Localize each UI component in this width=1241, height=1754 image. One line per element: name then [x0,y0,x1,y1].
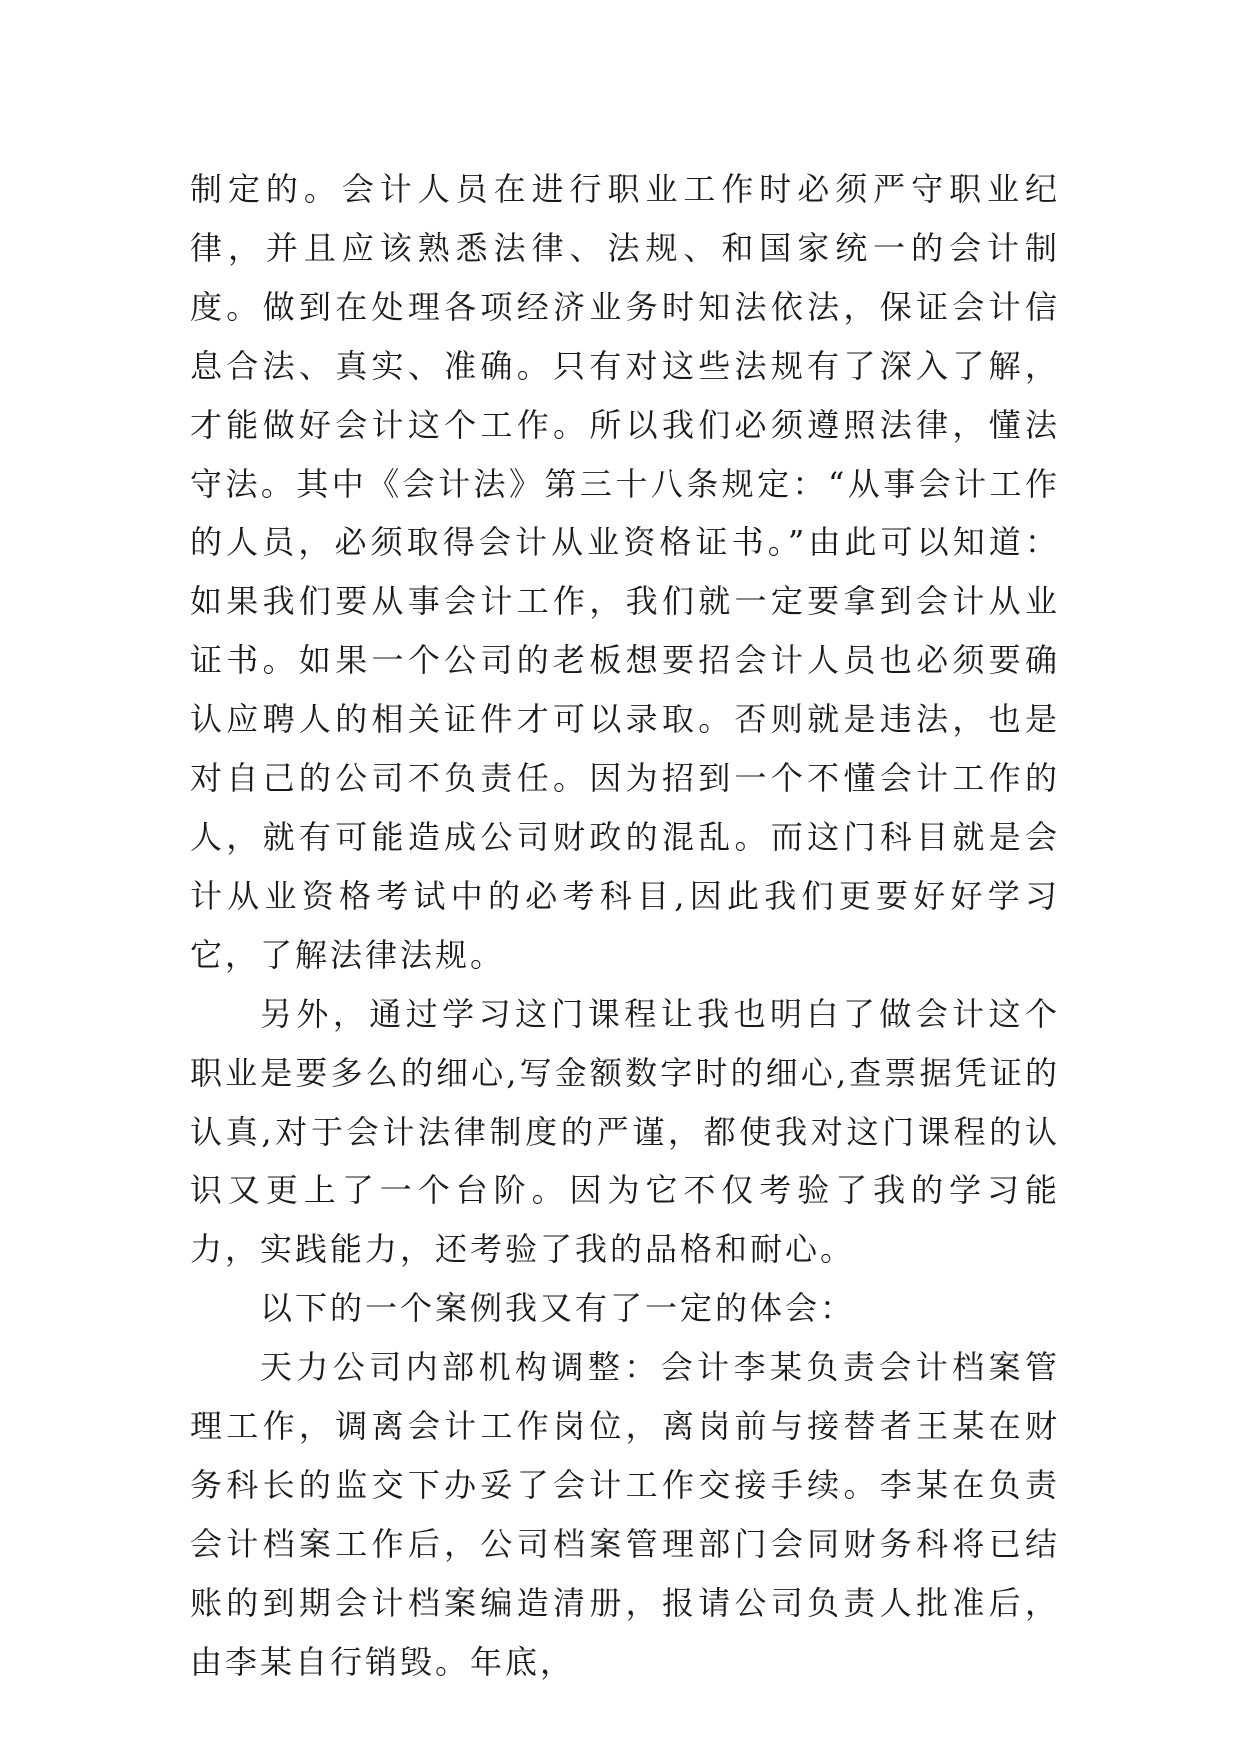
paragraph-2: 另外，通过学习这门课程让我也明白了做会计这个职业是要多么的细心,写金额数字时的细心,查票据凭证的认真,对于会计法律制度的严谨，都使我对这门课程的认识又更上了一个台阶。因为它不仅考验了我的学习能力，实践能力，还考验了我的品格和耐心。 [190,994,1060,1269]
paragraph-4: 天力公司内部机构调整：会计李某负责会计档案管理工作，调离会计工作岗位，离岗前与接替者王某在财务科长的监交下办妥了会计工作交接手续。李某在负责会计档案工作后，公司档案管理部门会同财务科将已结账的到期会计档案编造清册，报请公司负责人批准后，由李某自行销毁。年底， [190,1348,1060,1681]
paragraph-1: 制定的。会计人员在进行职业工作时必须严守职业纪律，并且应该熟悉法律、法规、和国家统一的会计制度。做到在处理各项经济业务时知法依法，保证会计信息合法、真实、准确。只有对这些法规有了深入了解，才能做好会计这个工作。所以我们必须遵照法律，懂法守法。其中《会计法》第三十八条规定：“从事会计工作的人员，必须取得会计从业资格证书。”由此可以知道：如果我们要从事会计工作，我们就一定要拿到会计从业证书。如果一个公司的老板想要招会计人员也必须要确认应聘人的相关证件才可以录取。否则就是违法，也是对自己的公司不负责任。因为招到一个不懂会计工作的人，就有可能造成公司财政的混乱。而这门科目就是会计从业资格考试中的必考科目,因此我们更要好好学习它，了解法律法规。 [190,170,1060,974]
body-text [190,160,1060,1692]
paragraph-3: 以下的一个案例我又有了一定的体会： [260,1289,856,1328]
